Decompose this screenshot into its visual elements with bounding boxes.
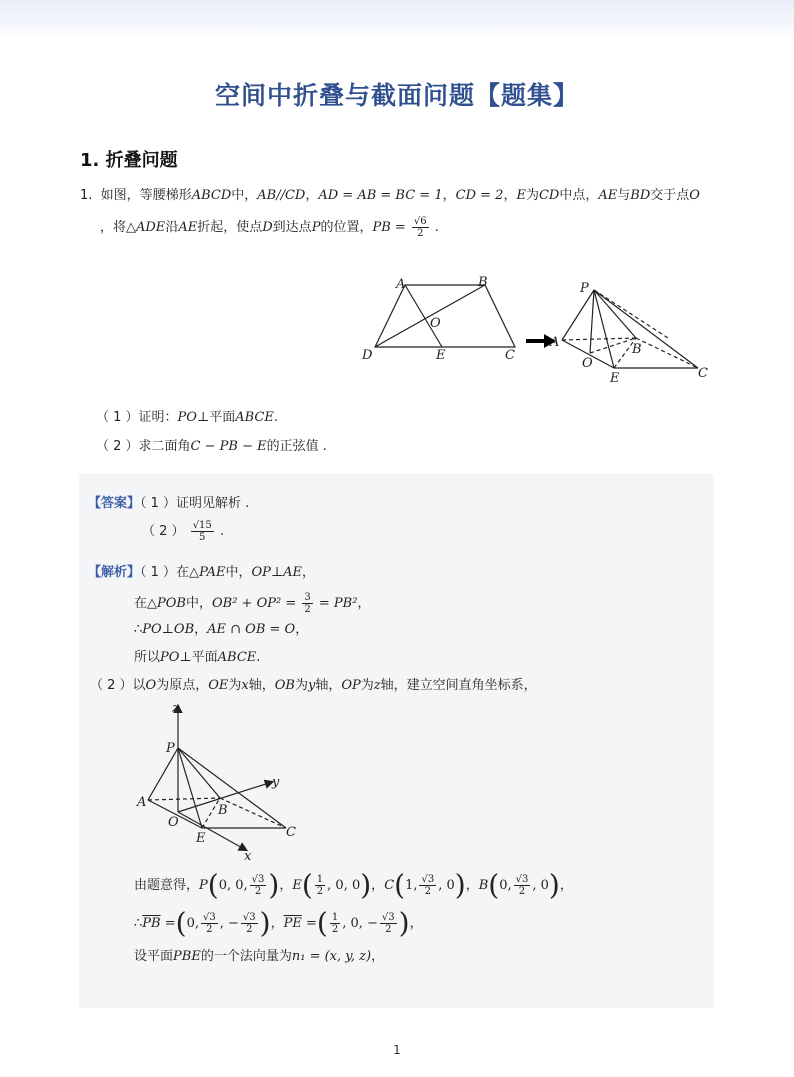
paren: ) (454, 868, 466, 902)
analysis-tag: 【解析】 (88, 565, 141, 580)
text: . (219, 524, 225, 539)
text: 为 (228, 678, 242, 693)
edge-pb (178, 748, 220, 798)
text: （ 2 ）以 (90, 678, 146, 693)
edge-bc (220, 798, 286, 828)
text: 平面 (191, 650, 218, 665)
text: ∴ (134, 916, 143, 931)
vector-pe: $\overline{PE}$ (283, 916, 302, 931)
text: ， (295, 622, 309, 637)
label-e: E (196, 831, 206, 846)
analysis-line-5 (90, 676, 537, 696)
fraction (330, 912, 340, 935)
label-x: x (244, 849, 252, 862)
math: E (516, 188, 526, 203)
math: CD = 2 (455, 188, 504, 203)
math: 0, 0, (218, 878, 248, 893)
fraction (191, 520, 214, 543)
math: 0, (186, 916, 199, 931)
math: PB = (372, 220, 406, 235)
pyramid-figure (548, 276, 714, 384)
label-b: B (478, 275, 488, 290)
edge-pc (594, 290, 698, 368)
text: 平面 (209, 410, 236, 425)
label-a: A (137, 795, 147, 810)
numerator: √3 (381, 912, 395, 923)
numerator: √3 (251, 874, 265, 885)
math: 1, (405, 878, 418, 893)
edge-pa (562, 290, 594, 340)
paren: ( (488, 868, 500, 902)
text: 中， (225, 565, 252, 580)
math: AE (178, 220, 198, 235)
numerator: √3 (242, 912, 256, 923)
math: O (689, 188, 700, 203)
math: PAE (199, 565, 226, 580)
fraction (201, 912, 218, 935)
answer-line-1 (88, 494, 249, 514)
numerator: 1 (331, 912, 339, 923)
numerator: √3 (515, 874, 529, 885)
edge-hidden (594, 290, 668, 338)
edge-ab (562, 338, 636, 340)
text: 轴，建立空间直角坐标系， (380, 678, 537, 693)
text: （ 2 ） (142, 524, 185, 539)
math: E (292, 878, 302, 893)
math: = (305, 916, 317, 931)
numerator: √3 (202, 912, 216, 923)
problem-number: 1. (80, 188, 93, 203)
math: AD = AB = BC = 1 (318, 188, 443, 203)
math: BD (630, 188, 651, 203)
denominator: 5 (199, 532, 206, 543)
analysis-line-1 (88, 563, 315, 583)
paren: ( (301, 868, 313, 902)
text: 所以 (134, 650, 161, 665)
analysis-line-4 (134, 648, 260, 668)
math: 0, (499, 878, 512, 893)
text: 交于点 (650, 188, 690, 203)
denominator: 2 (331, 924, 339, 935)
math: , 0 (532, 878, 549, 893)
text: 设平面 (134, 949, 174, 964)
normal-vector-line (134, 947, 384, 967)
paren: ) (398, 906, 410, 940)
math: ADE (136, 220, 166, 235)
text: 折起，使点 (197, 220, 263, 235)
coordinate-figure (134, 700, 309, 862)
math: PBE (173, 949, 201, 964)
text: ，将△ (100, 220, 136, 235)
text: 的一个法向量为 (200, 949, 292, 964)
question-2 (96, 437, 327, 457)
math: = (x, y, z) (309, 949, 372, 964)
text: ， (409, 916, 423, 931)
numerator: √6 (413, 216, 427, 227)
label-c: C (505, 348, 515, 363)
paren: ) (259, 906, 271, 940)
text: 如图，等腰梯形 (100, 188, 192, 203)
text: ∴ (134, 622, 143, 637)
text: ， (302, 565, 316, 580)
label-p: P (166, 741, 175, 756)
normal-vector: n₁ (291, 949, 306, 964)
text: ， (371, 878, 385, 893)
fraction (419, 874, 436, 897)
edge-ab (148, 798, 220, 800)
edge-ob (590, 338, 636, 353)
fraction (302, 592, 312, 615)
label-a: A (550, 335, 560, 350)
section-heading: 1. 折叠问题 (80, 150, 178, 171)
analysis-line-3 (134, 620, 308, 640)
trapezoid-outline (375, 285, 515, 347)
text: ， (194, 622, 208, 637)
math: AE ∩ OB = O (207, 622, 296, 637)
page-number: 1 (393, 1043, 401, 1057)
paren: ) (268, 868, 280, 902)
denominator: 2 (246, 924, 253, 935)
text: 由题意得， (134, 878, 200, 893)
text: 轴， (315, 678, 342, 693)
text: ， (559, 878, 573, 893)
text: ， (503, 188, 517, 203)
text: ， (270, 916, 284, 931)
fraction (514, 874, 531, 897)
math: C (384, 878, 395, 893)
math: , 0, − (342, 916, 378, 931)
paren: ( (207, 868, 219, 902)
denominator: 2 (304, 604, 311, 615)
text: ， (371, 949, 385, 964)
label-z: z (172, 701, 179, 716)
paren: ) (360, 868, 372, 902)
math: , − (219, 916, 239, 931)
text: 的正弦值 . (266, 439, 327, 454)
analysis-line-2 (134, 592, 370, 615)
text: 为 (294, 678, 308, 693)
math: PO⊥OB (142, 622, 195, 637)
edge-pe (178, 748, 202, 828)
math: ABCE (235, 410, 274, 425)
math: B (478, 878, 489, 893)
math: OE (208, 678, 229, 693)
label-o: O (430, 316, 441, 331)
vectors-line (134, 906, 423, 940)
math: y (308, 678, 316, 693)
text: ， (279, 878, 293, 893)
label-o: O (168, 815, 179, 830)
text: 为 (360, 678, 374, 693)
paren: ( (316, 906, 328, 940)
denominator: 2 (518, 886, 526, 897)
label-c: C (698, 366, 708, 381)
text: 到达点 (272, 220, 312, 235)
text: . (434, 220, 439, 235)
denominator: 2 (385, 924, 392, 935)
math: PO⊥ (160, 650, 192, 665)
text: . (273, 410, 278, 425)
text: 沿 (165, 220, 179, 235)
math: AB//CD (257, 188, 306, 203)
math: AE (598, 188, 618, 203)
text: 在△ (134, 596, 157, 611)
math: OB² + OP² = (211, 596, 297, 611)
paren: ( (175, 906, 187, 940)
label-a: A (396, 277, 406, 292)
text: 为 (525, 188, 539, 203)
math: POB (157, 596, 186, 611)
trapezoid-figure (360, 270, 525, 365)
math: O (145, 678, 157, 693)
text: （ 1 ）证明： (96, 410, 178, 425)
text: （ 2 ）求二面角 (96, 439, 191, 454)
math: OP⊥AE (251, 565, 303, 580)
fraction (250, 874, 267, 897)
text: 的位置， (320, 220, 373, 235)
math: , 0 (438, 878, 455, 893)
vector-pb: $\overline{PB}$ (142, 916, 161, 931)
math: = (164, 916, 176, 931)
denominator: 2 (254, 886, 262, 897)
problem-line-2 (100, 216, 439, 239)
math: = PB² (318, 596, 358, 611)
numerator: 1 (316, 874, 324, 885)
math: x (241, 678, 249, 693)
text: （ 1 ）证明见解析 . (140, 496, 250, 511)
denominator: 2 (206, 924, 213, 935)
answer-tag: 【答案】 (88, 496, 141, 511)
denominator: 2 (417, 228, 424, 239)
text: ， (442, 188, 456, 203)
fraction (412, 216, 429, 239)
text: 中， (185, 596, 212, 611)
text: . (256, 650, 261, 665)
paren: ( (394, 868, 406, 902)
math: OB (274, 678, 295, 693)
math: OP (341, 678, 361, 693)
label-c: C (286, 825, 296, 840)
fraction (380, 912, 397, 935)
text: 中， (231, 188, 258, 203)
math: CD (538, 188, 560, 203)
math: , 0, 0 (327, 878, 361, 893)
text: 与 (617, 188, 631, 203)
math: ABCE (217, 650, 257, 665)
question-1 (96, 408, 278, 428)
text: ， (305, 188, 319, 203)
numerator: 3 (304, 592, 311, 603)
page-title: 空间中折叠与截面问题【题集】 (214, 81, 579, 110)
paren: ) (548, 868, 560, 902)
math: D (262, 220, 273, 235)
text: 中点， (559, 188, 599, 203)
label-p: P (580, 281, 589, 296)
label-e: E (436, 348, 446, 363)
label-e: E (610, 371, 620, 384)
math: ABCD (191, 188, 232, 203)
edge-po (590, 290, 594, 353)
label-d: D (362, 348, 373, 363)
denominator: 2 (424, 886, 432, 897)
label-y: y (272, 775, 280, 790)
denominator: 2 (316, 886, 324, 897)
text: ， (465, 878, 479, 893)
fraction (315, 874, 325, 897)
math: P (199, 878, 208, 893)
edge-bc (636, 338, 698, 368)
label-b: B (632, 342, 642, 357)
label-b: B (218, 803, 228, 818)
problem-line-1 (80, 186, 700, 206)
label-o: O (582, 356, 593, 371)
answer-line-2 (142, 520, 224, 543)
text: 轴， (248, 678, 275, 693)
math: P (311, 220, 321, 235)
text: ， (357, 596, 371, 611)
text: （ 1 ）在△ (140, 565, 200, 580)
numerator: √3 (421, 874, 435, 885)
edge-pc (178, 748, 286, 828)
x-axis (178, 812, 246, 850)
text: 为原点， (156, 678, 209, 693)
numerator: √15 (192, 520, 212, 531)
fraction (241, 912, 258, 935)
coordinates-line (134, 868, 573, 902)
math: PO⊥ (177, 410, 210, 425)
header-band (0, 0, 794, 38)
math: z (373, 678, 381, 693)
math: C − PB − E (190, 439, 267, 454)
